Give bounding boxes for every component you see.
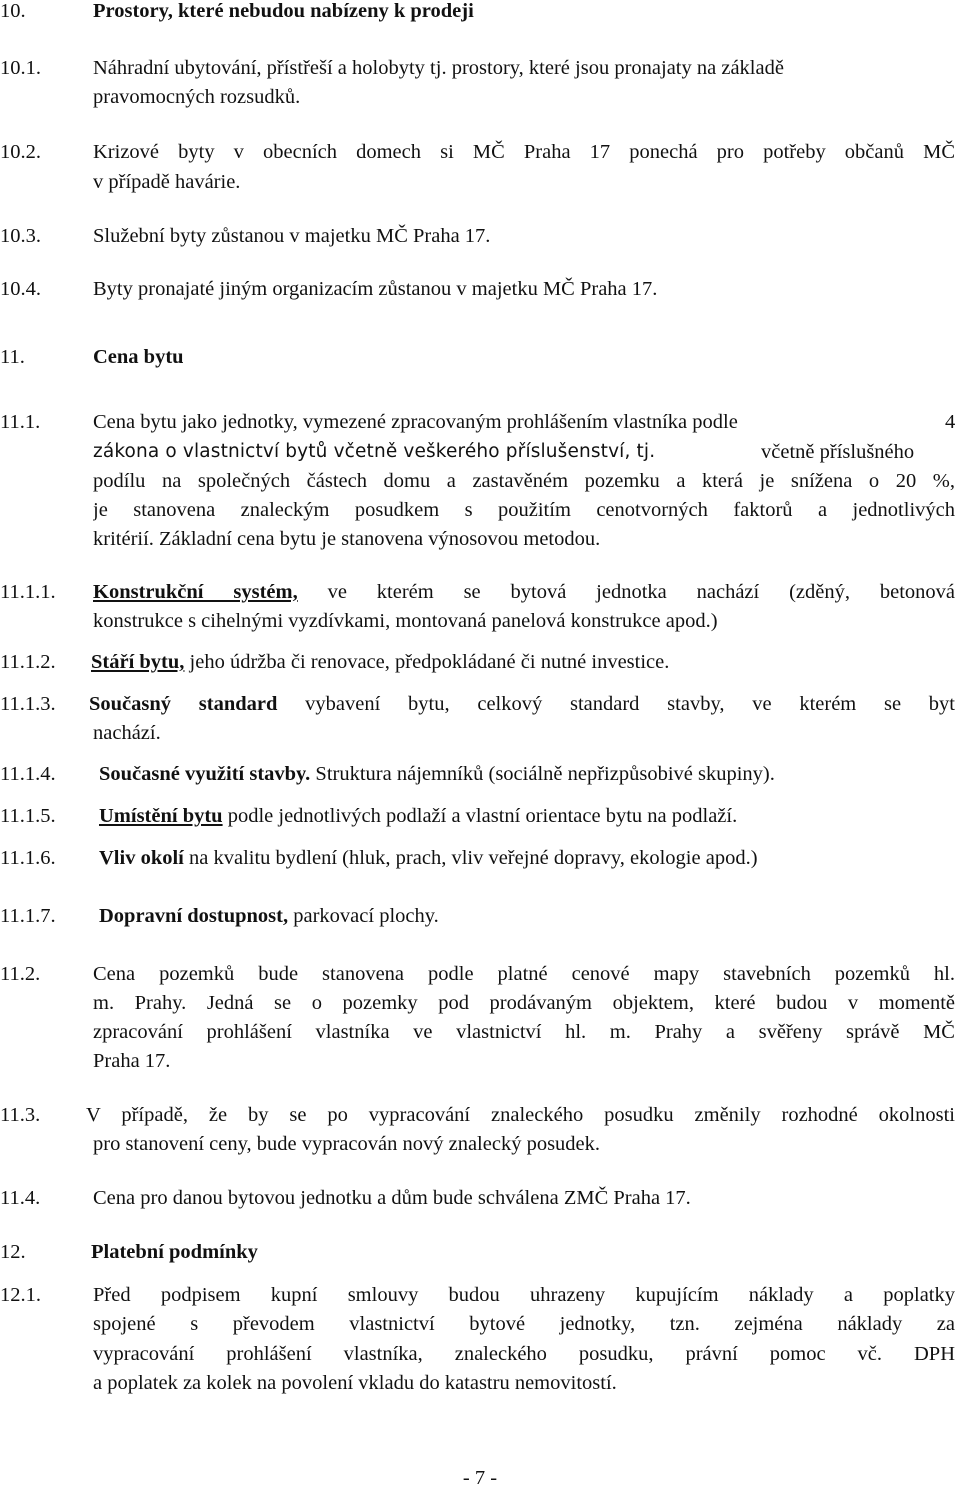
factor-5-number: 11.1.5. — [0, 805, 56, 827]
item-11-1-line-2a: zákona o vlastnictví bytů včetně veškerého příslušenství, tj. — [93, 441, 656, 462]
item-10-3-line-1: Služební byty zůstanou v majetku MČ Praha 17. — [93, 225, 491, 247]
section-11-title: Cena bytu — [93, 346, 184, 368]
factor-3-label: Současný standard — [89, 693, 278, 715]
factor-6-number: 11.1.6. — [0, 847, 56, 869]
section-10-title: Prostory, které nebudou nabízeny k prodeji — [93, 0, 474, 22]
section-12-title: Platební podmínky — [91, 1241, 258, 1263]
item-12-1-number: 12.1. — [0, 1284, 41, 1306]
factor-2-number: 11.1.2. — [0, 651, 56, 673]
item-11-4-number: 11.4. — [0, 1187, 41, 1209]
item-10-4-number: 10.4. — [0, 278, 41, 300]
item-10-1-line-2: pravomocných rozsudků. — [93, 86, 301, 108]
factor-4-text: Struktura nájemníků (sociálně nepřizpůsobivé skupiny). — [315, 763, 775, 785]
factor-2-label: Stáří bytu, — [91, 651, 185, 673]
item-11-1-line-5: kritérií. Základní cena bytu je stanovena výnosovou metodou. — [93, 528, 601, 550]
factor-5-line — [99, 801, 737, 831]
item-11-1-number: 11.1. — [0, 411, 41, 433]
factor-5-label: Umístění bytu — [99, 805, 223, 827]
factor-1-line-2: konstrukce s cihelnými vyzdívkami, montovaná panelová konstrukce apod.) — [93, 610, 718, 632]
item-11-3-number: 11.3. — [0, 1104, 41, 1126]
item-10-4-line-1: Byty pronajaté jiným organizacím zůstanou v majetku MČ Praha 17. — [93, 278, 658, 300]
factor-1-number: 11.1.1. — [0, 581, 56, 603]
factor-7-line — [99, 901, 439, 931]
factor-6-line — [99, 843, 758, 873]
item-11-1-line-4: je stanovena znaleckým posudkem s použitím cenotvorných faktorů a jednotlivých — [93, 499, 955, 521]
factor-4-label: Současné využití stavby. — [99, 763, 311, 785]
item-11-1-line-3: podílu na společných částech domu a zastavěném pozemku a která je snížena o 20 %, — [93, 470, 955, 492]
item-11-3-line-1: V případě, že by se po vypracování znaleckého posudku změnily rozhodné okolnosti — [86, 1104, 955, 1126]
item-10-3-number: 10.3. — [0, 225, 41, 247]
factor-1-text: ve kterém se bytová jednotka nachází (zděný, betonová — [327, 581, 955, 603]
item-11-1-line-1: Cena bytu jako jednotky, vymezené zpracovaným prohlášením vlastníka podle — [93, 411, 738, 433]
item-11-1-reference: 4 — [945, 411, 956, 433]
item-12-1-line-3: vypracování prohlášení vlastníka, znaleckého posudku, právní pomoc vč. DPH — [93, 1343, 955, 1365]
factor-6-label: Vliv okolí — [99, 847, 184, 869]
factor-3-line-2: nachází. — [93, 722, 161, 744]
item-12-1-line-1: Před podpisem kupní smlouvy budou uhrazeny kupujícím náklady a poplatky — [93, 1284, 955, 1306]
item-11-4-line-1: Cena pro danou bytovou jednotku a dům bude schválena ZMČ Praha 17. — [93, 1187, 691, 1209]
item-10-2-line-2: v případě havárie. — [93, 171, 241, 193]
factor-2-line — [91, 647, 669, 677]
factor-3-number: 11.1.3. — [0, 693, 56, 715]
factor-5-text: podle jednotlivých podlaží a vlastní orientace bytu na podlaží. — [227, 805, 738, 827]
item-11-2-line-1: Cena pozemků bude stanovena podle platné cenové mapy stavebních pozemků hl. — [93, 963, 955, 985]
factor-6-text: na kvalitu bydlení (hluk, prach, vliv veřejné dopravy, ekologie apod.) — [189, 847, 758, 869]
item-12-1-line-4: a poplatek za kolek na povolení vkladu do katastru nemovitostí. — [93, 1372, 617, 1394]
item-10-1-line-1: Náhradní ubytování, přístřeší a holobyty tj. prostory, které jsou pronajaty na základě — [93, 57, 784, 79]
section-11-number: 11. — [0, 346, 25, 368]
factor-3-line-1 — [89, 689, 955, 719]
item-12-1-line-2: spojené s převodem vlastnictví bytové jednotky, tzn. zejména náklady za — [93, 1313, 955, 1335]
factor-7-number: 11.1.7. — [0, 905, 56, 927]
factor-2-text: jeho údržba či renovace, předpokládané či nutné investice. — [189, 651, 670, 673]
factor-3-text: vybavení bytu, celkový standard stavby, ve kterém se byt — [305, 693, 955, 715]
item-11-2-number: 11.2. — [0, 963, 41, 985]
item-11-2-line-2: m. Prahy. Jedná se o pozemky pod prodávaným objektem, které budou v momentě — [93, 992, 955, 1014]
section-10-number: 10. — [0, 0, 26, 22]
factor-4-line — [99, 759, 775, 789]
item-10-2-line-1: Krizové byty v obecních domech si MČ Praha 17 ponechá pro potřeby občanů MČ — [93, 141, 955, 163]
item-11-2-line-3: zpracování prohlášení vlastníka ve vlastnictví hl. m. Prahy a svěřeny správě MČ — [93, 1021, 955, 1043]
factor-1-label: Konstrukční systém, — [93, 581, 298, 603]
item-11-3-line-2: pro stanovení ceny, bude vypracován nový znalecký posudek. — [93, 1133, 601, 1155]
factor-7-label: Dopravní dostupnost, — [99, 905, 289, 927]
section-12-number: 12. — [0, 1241, 26, 1263]
item-10-1-number: 10.1. — [0, 57, 41, 79]
factor-1-line-1 — [93, 577, 955, 607]
item-11-2-line-4: Praha 17. — [93, 1050, 171, 1072]
page-number: - 7 - — [462, 1467, 498, 1489]
factor-7-text: parkovací plochy. — [293, 905, 439, 927]
item-11-1-line-2b: včetně příslušného — [761, 441, 915, 463]
factor-4-number: 11.1.4. — [0, 763, 56, 785]
item-10-2-number: 10.2. — [0, 141, 41, 163]
